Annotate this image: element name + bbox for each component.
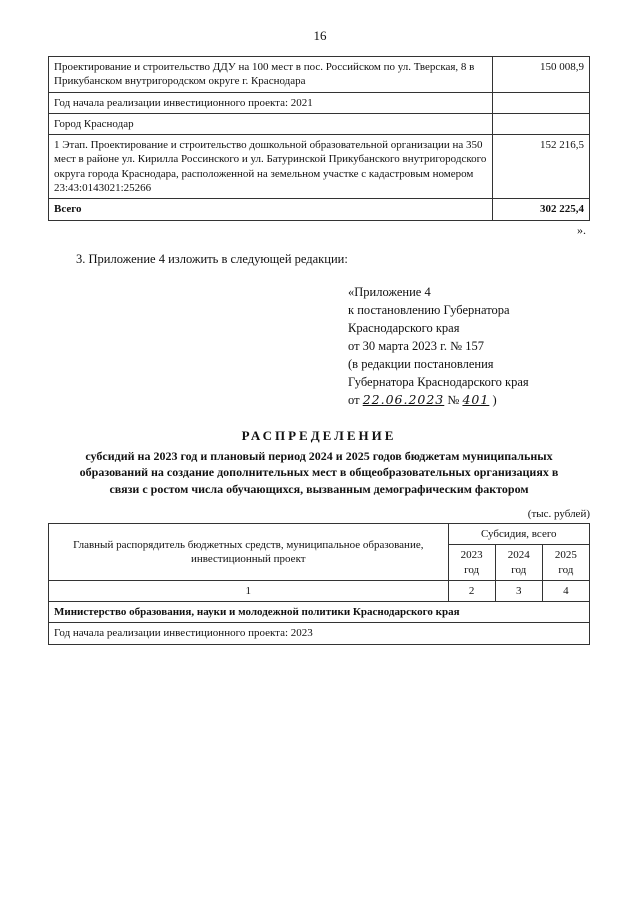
project-amount: 150 008,9 (493, 57, 590, 93)
year-header: 2023 год (448, 545, 495, 581)
appendix-line: Губернатора Краснодарского края (348, 375, 529, 390)
table-row (49, 92, 590, 113)
header-row (49, 523, 590, 544)
closing-quote: ». (577, 222, 586, 237)
start-year-text: Год начала реализации инвестиционного проекта: 2023 (49, 623, 590, 644)
document-subtitle: субсидий на 2023 год и плановый период 2024 и 2025 годов бюджетам муниципальных образований на создание дополнительных мест в общеобразовательных организациях в связи с ростом числа обучающихся, вызванным демографическим фактором (79, 448, 559, 497)
project-amount (493, 92, 590, 113)
document-title: РАСПРЕДЕЛЕНИЕ (241, 427, 397, 443)
handwritten-number: 401 (462, 392, 490, 408)
total-amount: 302 225,4 (493, 199, 590, 220)
project-amount (493, 113, 590, 134)
table-row (49, 113, 590, 134)
closing-paren: ) (492, 393, 497, 408)
appendix-date-line (348, 391, 590, 409)
table-row (49, 135, 590, 199)
subsidy-group-header: Субсидия, всего (448, 523, 589, 544)
projects-table (48, 56, 590, 221)
unit-label: (тыс. рублей) (527, 507, 590, 520)
appendix-header (348, 283, 590, 410)
year-header: 2024 год (495, 545, 542, 581)
appendix-line: к постановлению Губернатора (348, 302, 510, 317)
from-label: от (348, 393, 360, 408)
column-number: 2 (448, 580, 495, 601)
project-text: Город Краснодар (49, 113, 493, 134)
table-row (49, 57, 590, 93)
main-column-header: Главный распорядитель бюджетных средств, муниципальное образование, инвестиционный проект (49, 523, 449, 580)
total-row (49, 199, 590, 220)
column-number: 4 (542, 580, 589, 601)
ministry-name: Министерство образования, науки и молодежной политики Краснодарского края (49, 602, 590, 623)
handwritten-date: 22.06.2023 (362, 392, 445, 408)
column-number: 1 (49, 580, 449, 601)
project-text: Год начала реализации инвестиционного проекта: 2021 (49, 92, 493, 113)
appendix-line: (в редакции постановления (348, 357, 494, 372)
total-label: Всего (49, 199, 493, 220)
start-year-row (49, 623, 590, 644)
appendix-line: Краснодарского края (348, 320, 460, 335)
number-label: № (447, 393, 460, 408)
project-amount: 152 216,5 (493, 135, 590, 199)
column-numbers-row (49, 580, 590, 601)
amendment-instruction: 3. Приложение 4 изложить в следующей редакции: (76, 251, 348, 266)
column-number: 3 (495, 580, 542, 601)
page-number: 16 (313, 28, 327, 43)
appendix-line: «Приложение 4 (348, 284, 431, 299)
project-text: Проектирование и строительство ДДУ на 100 мест в пос. Российском по ул. Тверская, 8 в Прикубанском внутригородском округе г. Краснодара (49, 57, 493, 93)
distribution-table (48, 523, 590, 645)
ministry-row (49, 602, 590, 623)
year-header: 2025 год (542, 545, 589, 581)
project-text: 1 Этап. Проектирование и строительство дошкольной образовательной организации на 350 мест в районе ул. Кирилла Россинского и ул. Батуринской Прикубанского внутригородского округа города Краснодара, расположенной на земельном участке с кадастровым номером 23:43:0143021:25266 (49, 135, 493, 199)
continuation-section (48, 56, 590, 238)
appendix-line: от 30 марта 2023 г. № 157 (348, 339, 484, 354)
